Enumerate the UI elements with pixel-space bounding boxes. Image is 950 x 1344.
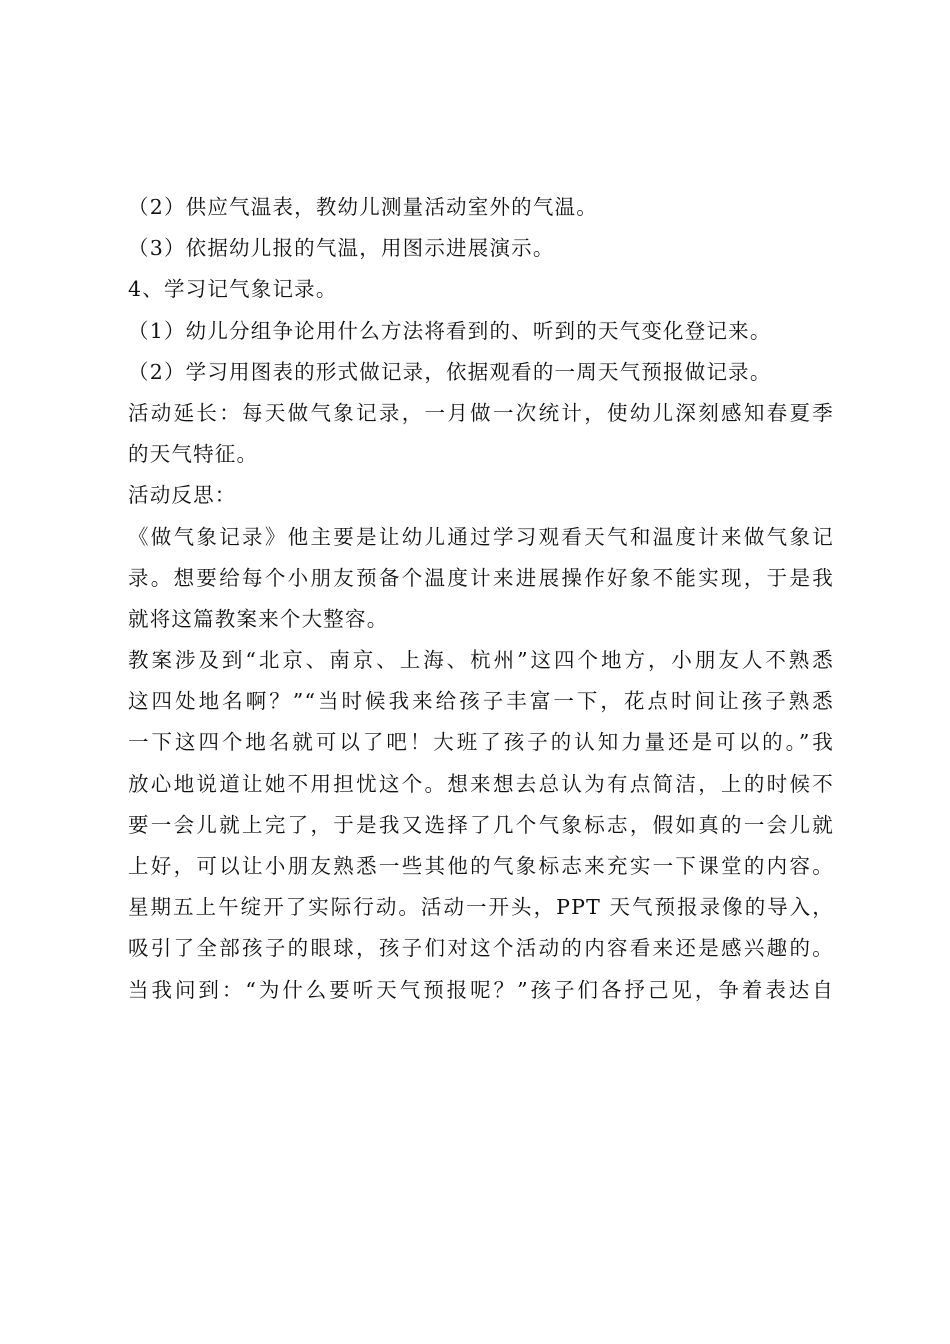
text-line: 要一会儿就上完了，于是我又选择了几个气象标志，假如真的一会儿就 [128,812,834,837]
text-line: 星期五上午绽开了实际行动。活动一开头，PPT 天气预报录像的导入， [128,895,834,920]
text-line: 当我问到：“为什么要听天气预报呢？”孩子们各抒己见，争着表达自 [128,977,834,1002]
text-line: 录。想要给每个小朋友预备个温度计来进展操作好象不能实现，于是我 [128,565,834,590]
text-line: 教案涉及到“北京、南京、上海、杭州”这四个地方，小朋友人不熟悉 [128,648,834,673]
text-line: （2）供应气温表，教幼儿测量活动室外的气温。 [128,195,598,219]
text-line: 放心地说道让她不用担忧这个。想来想去总认为有点简洁，上的时候不 [128,771,834,796]
document-body [128,187,834,1011]
text-line: （3）依据幼儿报的气温，用图示进展演示。 [128,236,555,261]
section-heading: 活动反思： [128,483,237,508]
text-line: （1）幼儿分组争论用什么方法将看到的、听到的天气变化登记来。 [128,318,772,343]
text-line: （2）学习用图表的形式做记录，依据观看的一周天气预报做记录。 [128,359,772,384]
text-line: 这四处地名啊？”“当时候我来给孩子丰富一下，花点时间让孩子熟悉 [128,689,834,714]
section-heading: 4、学习记气象记录。 [128,277,338,302]
text-line: 吸引了全部孩子的眼球，孩子们对这个活动的内容看来还是感兴趣的。 [128,936,834,961]
text-line: 的天气特征。 [128,442,259,467]
text-line: 上好，可以让小朋友熟悉一些其他的气象标志来充实一下课堂的内容。 [128,854,834,878]
text-line: 《做气象记录》他主要是让幼儿通过学习观看天气和温度计来做气象记 [128,524,834,549]
text-line: 一下这四个地名就可以了吧！大班了孩子的认知力量还是可以的。”我 [128,730,834,755]
text-line: 就将这篇教案来个大整容。 [128,606,389,631]
text-line: 活动延长：每天做气象记录，一月做一次统计，使幼儿深刻感知春夏季 [128,400,834,425]
